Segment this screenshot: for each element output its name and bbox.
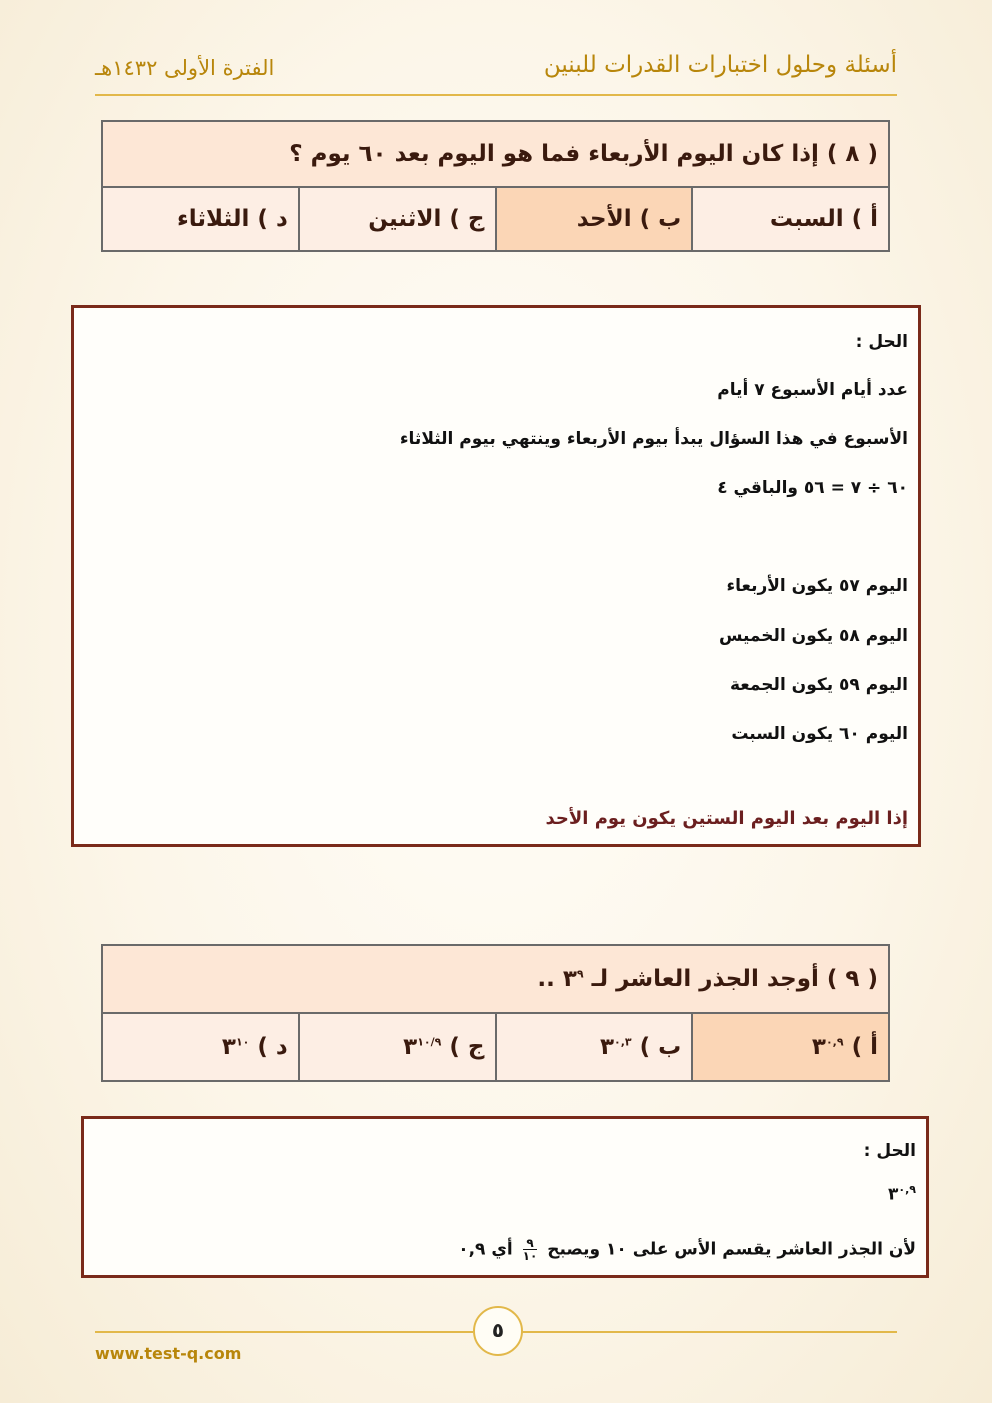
q9-option-c — [299, 1013, 496, 1081]
solution-9-result — [888, 1183, 916, 1205]
q9-option-c-exp: ١٠/٩ — [417, 1035, 442, 1049]
q8-option-a: أ ) السبت — [692, 187, 889, 251]
footer-divider-left — [95, 1331, 473, 1333]
q8-option-d: د ) الثلاثاء — [102, 187, 299, 251]
solution-8-line: اليوم ٦٠ يكون السبت — [731, 724, 908, 744]
solution-8-conclusion: إذا اليوم بعد اليوم الستين يكون يوم الأحد — [545, 808, 908, 829]
solution-9-fraction — [523, 1237, 538, 1262]
q9-option-b — [496, 1013, 693, 1081]
header-title: أسئلة وحلول اختبارات القدرات للبنين — [543, 52, 897, 78]
question-9-exponent: ٩ — [576, 967, 584, 981]
solution-8-heading: الحل : — [855, 332, 908, 352]
q9-option-a-exp: ٠,٩ — [825, 1035, 844, 1049]
solution-8-line: اليوم ٥٨ يكون الخميس — [718, 626, 908, 646]
solution-9-heading: الحل : — [863, 1141, 916, 1161]
footer-url[interactable]: www.test-q.com — [95, 1344, 242, 1363]
footer-divider-right — [519, 1331, 897, 1333]
q9-option-b-label: ب ) ٣ — [599, 1034, 682, 1060]
q9-option-d-label: د ) ٣ — [221, 1034, 288, 1060]
question-8-table — [101, 120, 890, 252]
solution-9-exp: ٠,٩ — [898, 1183, 916, 1196]
q8-option-c: ج ) الاثنين — [299, 187, 496, 251]
fraction-numerator: ٩ — [523, 1237, 538, 1250]
question-9-table — [101, 944, 890, 1082]
q9-option-b-exp: ٠,٣ — [614, 1035, 632, 1049]
solution-8-box — [71, 305, 921, 847]
q9-option-c-label: ج ) ٣ — [403, 1034, 485, 1060]
solution-8-line: الأسبوع في هذا السؤال يبدأ بيوم الأربعاء وينتهي بيوم الثلاثاء — [399, 429, 908, 449]
fraction-denominator: ١٠ — [522, 1249, 538, 1263]
solution-8-line: عدد أيام الأسبوع ٧ أيام — [717, 380, 908, 400]
q9-option-a-label: أ ) ٣ — [811, 1034, 878, 1060]
header-divider — [95, 94, 897, 96]
q8-option-b-correct: ب ) الأحد — [496, 187, 693, 251]
solution-9-box — [81, 1116, 929, 1278]
q9-option-d — [102, 1013, 299, 1081]
solution-9-explanation — [458, 1237, 916, 1262]
question-8-title: ( ٨ ) إذا كان اليوم الأربعاء فما هو اليوم بعد ٦٠ يوم ؟ — [102, 121, 889, 187]
page-number: ٥ — [473, 1306, 523, 1356]
question-9-text: ( ٩ ) أوجد الجذر العاشر لـ ٣ — [562, 966, 878, 992]
solution-8-line: ٦٠ ÷ ٧ = ٥٦ والباقي ٤ — [717, 478, 908, 498]
question-9-title — [102, 945, 889, 1013]
solution-9-base: ٣ — [888, 1184, 899, 1205]
question-9-tail: .. — [537, 966, 555, 992]
solution-8-line: اليوم ٥٩ يكون الجمعة — [730, 675, 908, 695]
solution-8-line: اليوم ٥٧ يكون الأربعاء — [726, 576, 908, 596]
q9-option-a-correct — [692, 1013, 889, 1081]
solution-9-explanation-end: أي ٠,٩ — [458, 1239, 513, 1260]
solution-9-explanation-start: لأن الجذر العاشر يقسم الأس على ١٠ ويصبح — [547, 1239, 916, 1260]
header-period: الفترة الأولى ١٤٣٢هـ — [95, 56, 275, 80]
q9-option-d-exp: ١٠ — [235, 1035, 250, 1049]
